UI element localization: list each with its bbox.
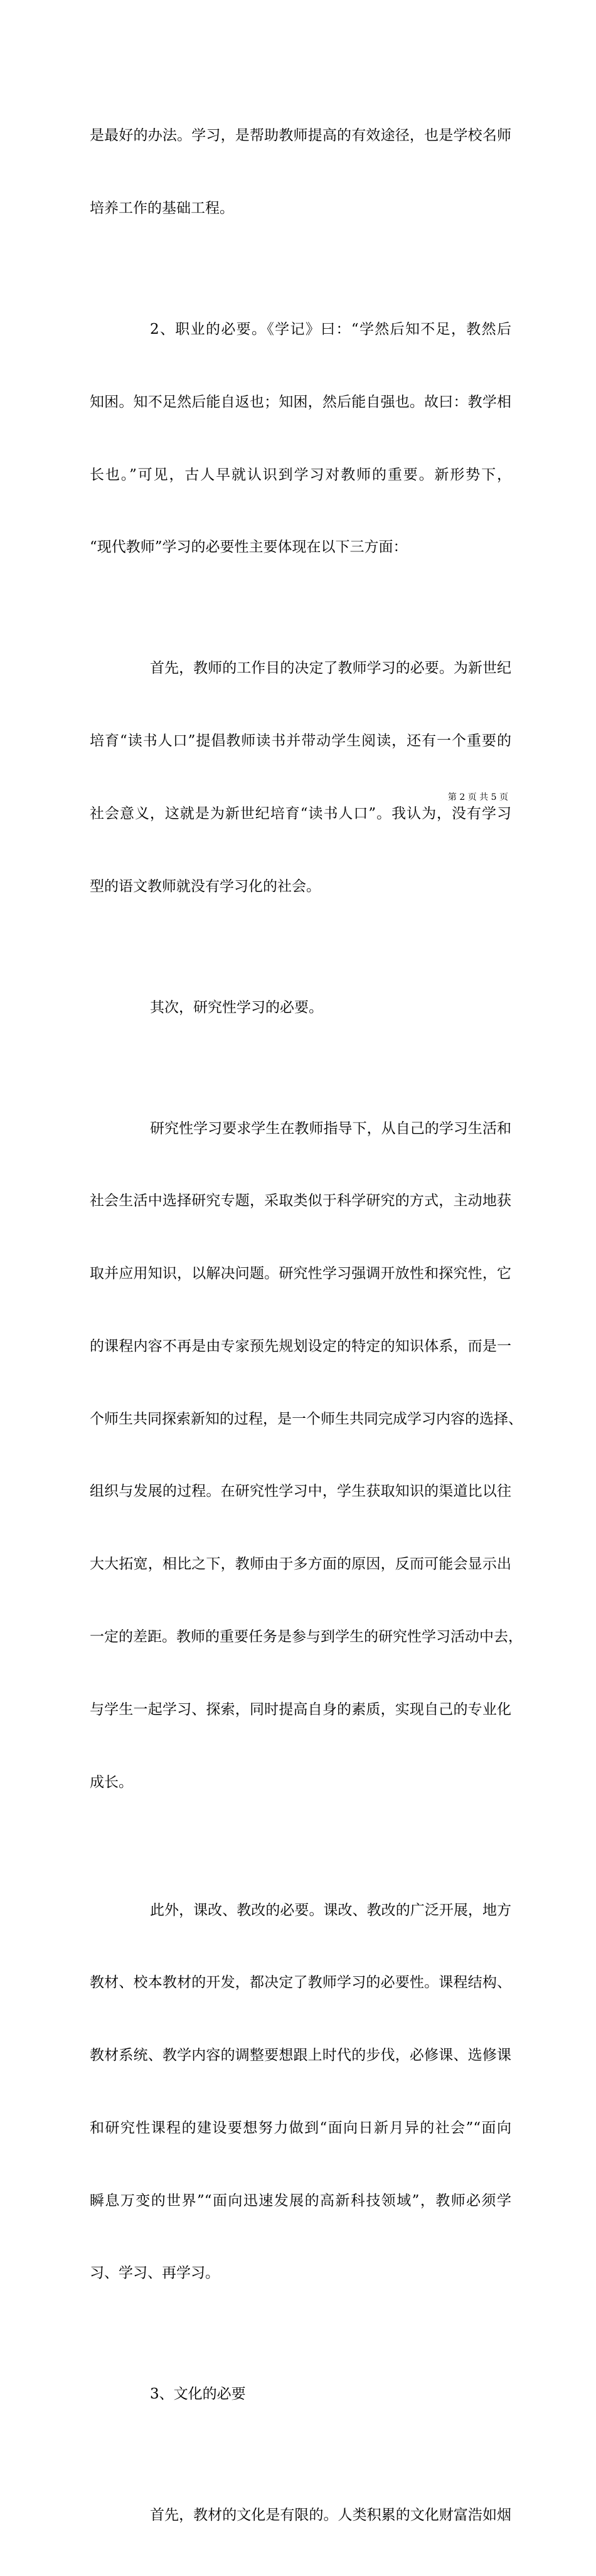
text-line: 教材、校本教材的开发，都决定了教师学习的必要性。课程结构、 <box>90 1974 511 1991</box>
text-line: 社会生活中选择研究专题，采取类似于科学研究的方式，主动地获 <box>90 1193 511 1210</box>
paragraph-second-point <box>90 947 511 1068</box>
paragraph-research-learning <box>90 1068 523 1843</box>
text-line: 大大拓宽，相比之下，教师由于多方面的原因，反而可能会显示出 <box>90 1556 511 1573</box>
text-line: 此外，课改、教改的必要。课改、教改的广泛开展，地方 <box>150 1902 511 1919</box>
text-line: 组织与发展的过程。在研究性学习中，学生获取知识的渠道比以往 <box>90 1483 511 1500</box>
paragraph-culture-first <box>90 2455 511 2576</box>
text-line: 3、文化的必要 <box>150 2386 246 2403</box>
text-line: 取并应用知识，以解决问题。研究性学习强调开放性和探究性，它 <box>90 1265 511 1282</box>
paragraph-gap <box>90 1843 511 1850</box>
text-line: 教材系统、教学内容的调整要想跟上时代的步伐，必修课、选修课 <box>90 2047 511 2064</box>
text-line: 知困。知不足然后能自返也；知困，然后能自强也。故曰：教学相 <box>90 393 511 410</box>
text-line: 成长。 <box>90 1774 133 1791</box>
text-line: 培育“读书人口”提倡教师读书并带动学生阅读，还有一个重要的 <box>90 733 511 750</box>
text-line: 2、职业的必要。《学记》曰：“学然后知不足，教然后 <box>150 321 511 338</box>
section-heading-culture <box>90 2334 511 2455</box>
text-line: 和研究性课程的建设要想努力做到“面向日新月异的社会”“面向 <box>90 2119 511 2136</box>
text-line: 的课程内容不再是由专家预先规划设定的特定的知识体系，而是一 <box>90 1338 511 1355</box>
text-line: 一定的差距。教师的重要任务是参与到学生的研究性学习活动中去， <box>90 1629 523 1645</box>
paragraph-career-necessity <box>90 269 511 608</box>
text-line: “现代教师”学习的必要性主要体现在以下三方面： <box>90 539 408 556</box>
text-line: 与学生一起学习、探索，同时提高自身的素质，实现自己的专业化 <box>90 1701 511 1718</box>
page-number-footer: 第 2 页 共 5 页 <box>447 792 508 802</box>
text-line: 长也。”可见，古人早就认识到学习对教师的重要。新形势下， <box>90 466 511 483</box>
paragraph-third-point <box>90 1850 511 2334</box>
text-line: 首先，教师的工作目的决定了教师学习的必要。为新世纪 <box>150 660 511 677</box>
text-line: 社会意义，这就是为新世纪培育“读书人口”。我认为，没有学习 <box>90 805 511 822</box>
text-line: 其次，研究性学习的必要。 <box>150 999 323 1016</box>
text-line: 型的语文教师就没有学习化的社会。 <box>90 878 321 895</box>
text-line: 是最好的办法。学习，是帮助教师提高的有效途径，也是学校名师 <box>90 127 511 144</box>
text-line: 瞬息万变的世界”“面向迅速发展的高新科技领域”，教师必须学 <box>90 2192 511 2209</box>
paragraph-continuation <box>90 75 511 269</box>
text-line: 习、学习、再学习。 <box>90 2265 220 2282</box>
text-line: 研究性学习要求学生在教师指导下，从自己的学习生活和 <box>150 1120 511 1137</box>
text-line: 培养工作的基础工程。 <box>90 200 234 216</box>
text-line: 首先，教材的文化是有限的。人类积累的文化财富浩如烟 <box>150 2507 511 2524</box>
document-body <box>90 75 523 2576</box>
paragraph-first-point <box>90 608 511 947</box>
text-line: 个师生共同探索新知的过程，是一个师生共同完成学习内容的选择、 <box>90 1410 523 1427</box>
